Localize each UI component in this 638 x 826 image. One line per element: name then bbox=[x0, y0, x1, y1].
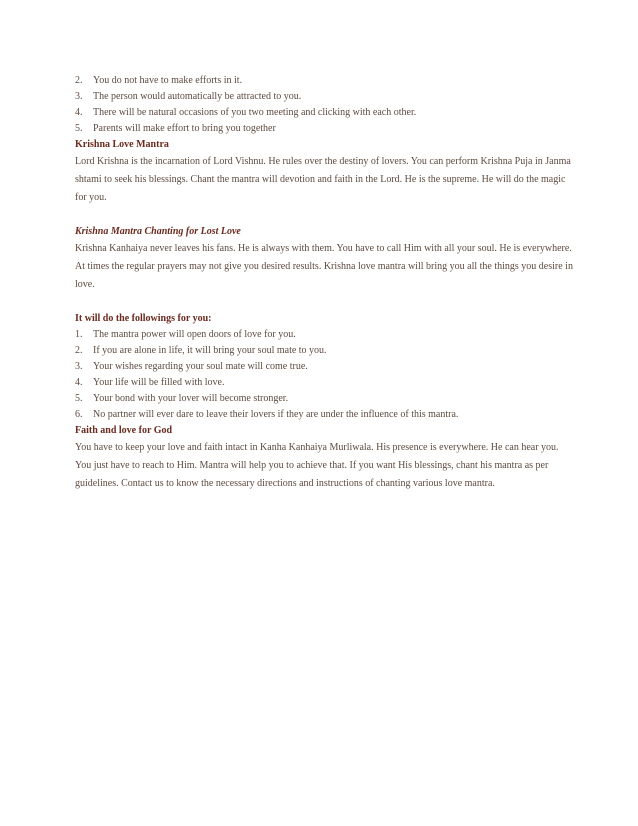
list-item bbox=[75, 343, 575, 359]
list-number: 2. bbox=[75, 75, 83, 86]
list-item bbox=[75, 327, 575, 343]
list-item bbox=[75, 359, 575, 375]
list-text: Your bond with your lover will become stronger. bbox=[93, 393, 289, 404]
list-item bbox=[75, 105, 575, 121]
document-page bbox=[75, 73, 575, 493]
list-item bbox=[75, 391, 575, 407]
list-number: 1. bbox=[75, 329, 83, 340]
list-number: 5. bbox=[75, 123, 83, 134]
section-paragraph: You have to keep your love and faith intact in Kanha Kanhaiya Murliwala. His presence is everywhere. He can hear you. You just have to reach to Him. Mantra will help you to achieve that. If you want His blessings, chant his mantra as per guidelines. Contact us to know the necessary directions and instructions of chanting various love mantra. bbox=[75, 442, 559, 489]
top-numbered-list bbox=[75, 73, 575, 137]
list-text: The person would automatically be attracted to you. bbox=[93, 91, 302, 102]
list-number: 5. bbox=[75, 393, 83, 404]
section-heading-followings: It will do the followings for you: bbox=[75, 313, 212, 324]
list-item bbox=[75, 89, 575, 105]
list-number: 4. bbox=[75, 377, 83, 388]
list-item bbox=[75, 375, 575, 391]
list-number: 3. bbox=[75, 361, 83, 372]
list-number: 4. bbox=[75, 107, 83, 118]
list-text: Parents will make effort to bring you together bbox=[93, 123, 276, 134]
section-paragraph: Krishna Kanhaiya never leaves his fans. He is always with them. You have to call Him with all your soul. He is everywhere. At times the regular prayers may not give you desired results. Krishna love mantra will bring you all the things you desire in love. bbox=[75, 243, 573, 290]
list-text: If you are alone in life, it will bring your soul mate to you. bbox=[93, 345, 327, 356]
list-number: 2. bbox=[75, 345, 83, 356]
list-number: 6. bbox=[75, 409, 83, 420]
section-heading-faith-and-love: Faith and love for God bbox=[75, 425, 173, 436]
list-number: 3. bbox=[75, 91, 83, 102]
section-paragraph: Lord Krishna is the incarnation of Lord Vishnu. He rules over the destiny of lovers. You can perform Krishna Puja in Janma shtami to seek his blessings. Chant the mantra will devotion and faith in the Lord. He is the supreme. He will do the magic for you. bbox=[75, 156, 571, 203]
list-item bbox=[75, 121, 575, 137]
list-item bbox=[75, 73, 575, 89]
list-text: You do not have to make efforts in it. bbox=[93, 75, 243, 86]
spacer bbox=[75, 294, 575, 311]
list-text: There will be natural occasions of you two meeting and clicking with each other. bbox=[93, 107, 417, 118]
list-text: No partner will ever dare to leave their lovers if they are under the influence of this mantra. bbox=[93, 409, 459, 420]
spacer bbox=[75, 207, 575, 224]
list-text: The mantra power will open doors of love for you. bbox=[93, 329, 296, 340]
list-text: Your life will be filled with love. bbox=[93, 377, 225, 388]
followings-numbered-list bbox=[75, 327, 575, 423]
list-item bbox=[75, 407, 575, 423]
section-heading-krishna-love-mantra: Krishna Love Mantra bbox=[75, 139, 169, 150]
list-text: Your wishes regarding your soul mate will come true. bbox=[93, 361, 308, 372]
section-heading-lost-love: Krishna Mantra Chanting for Lost Love bbox=[75, 226, 241, 237]
